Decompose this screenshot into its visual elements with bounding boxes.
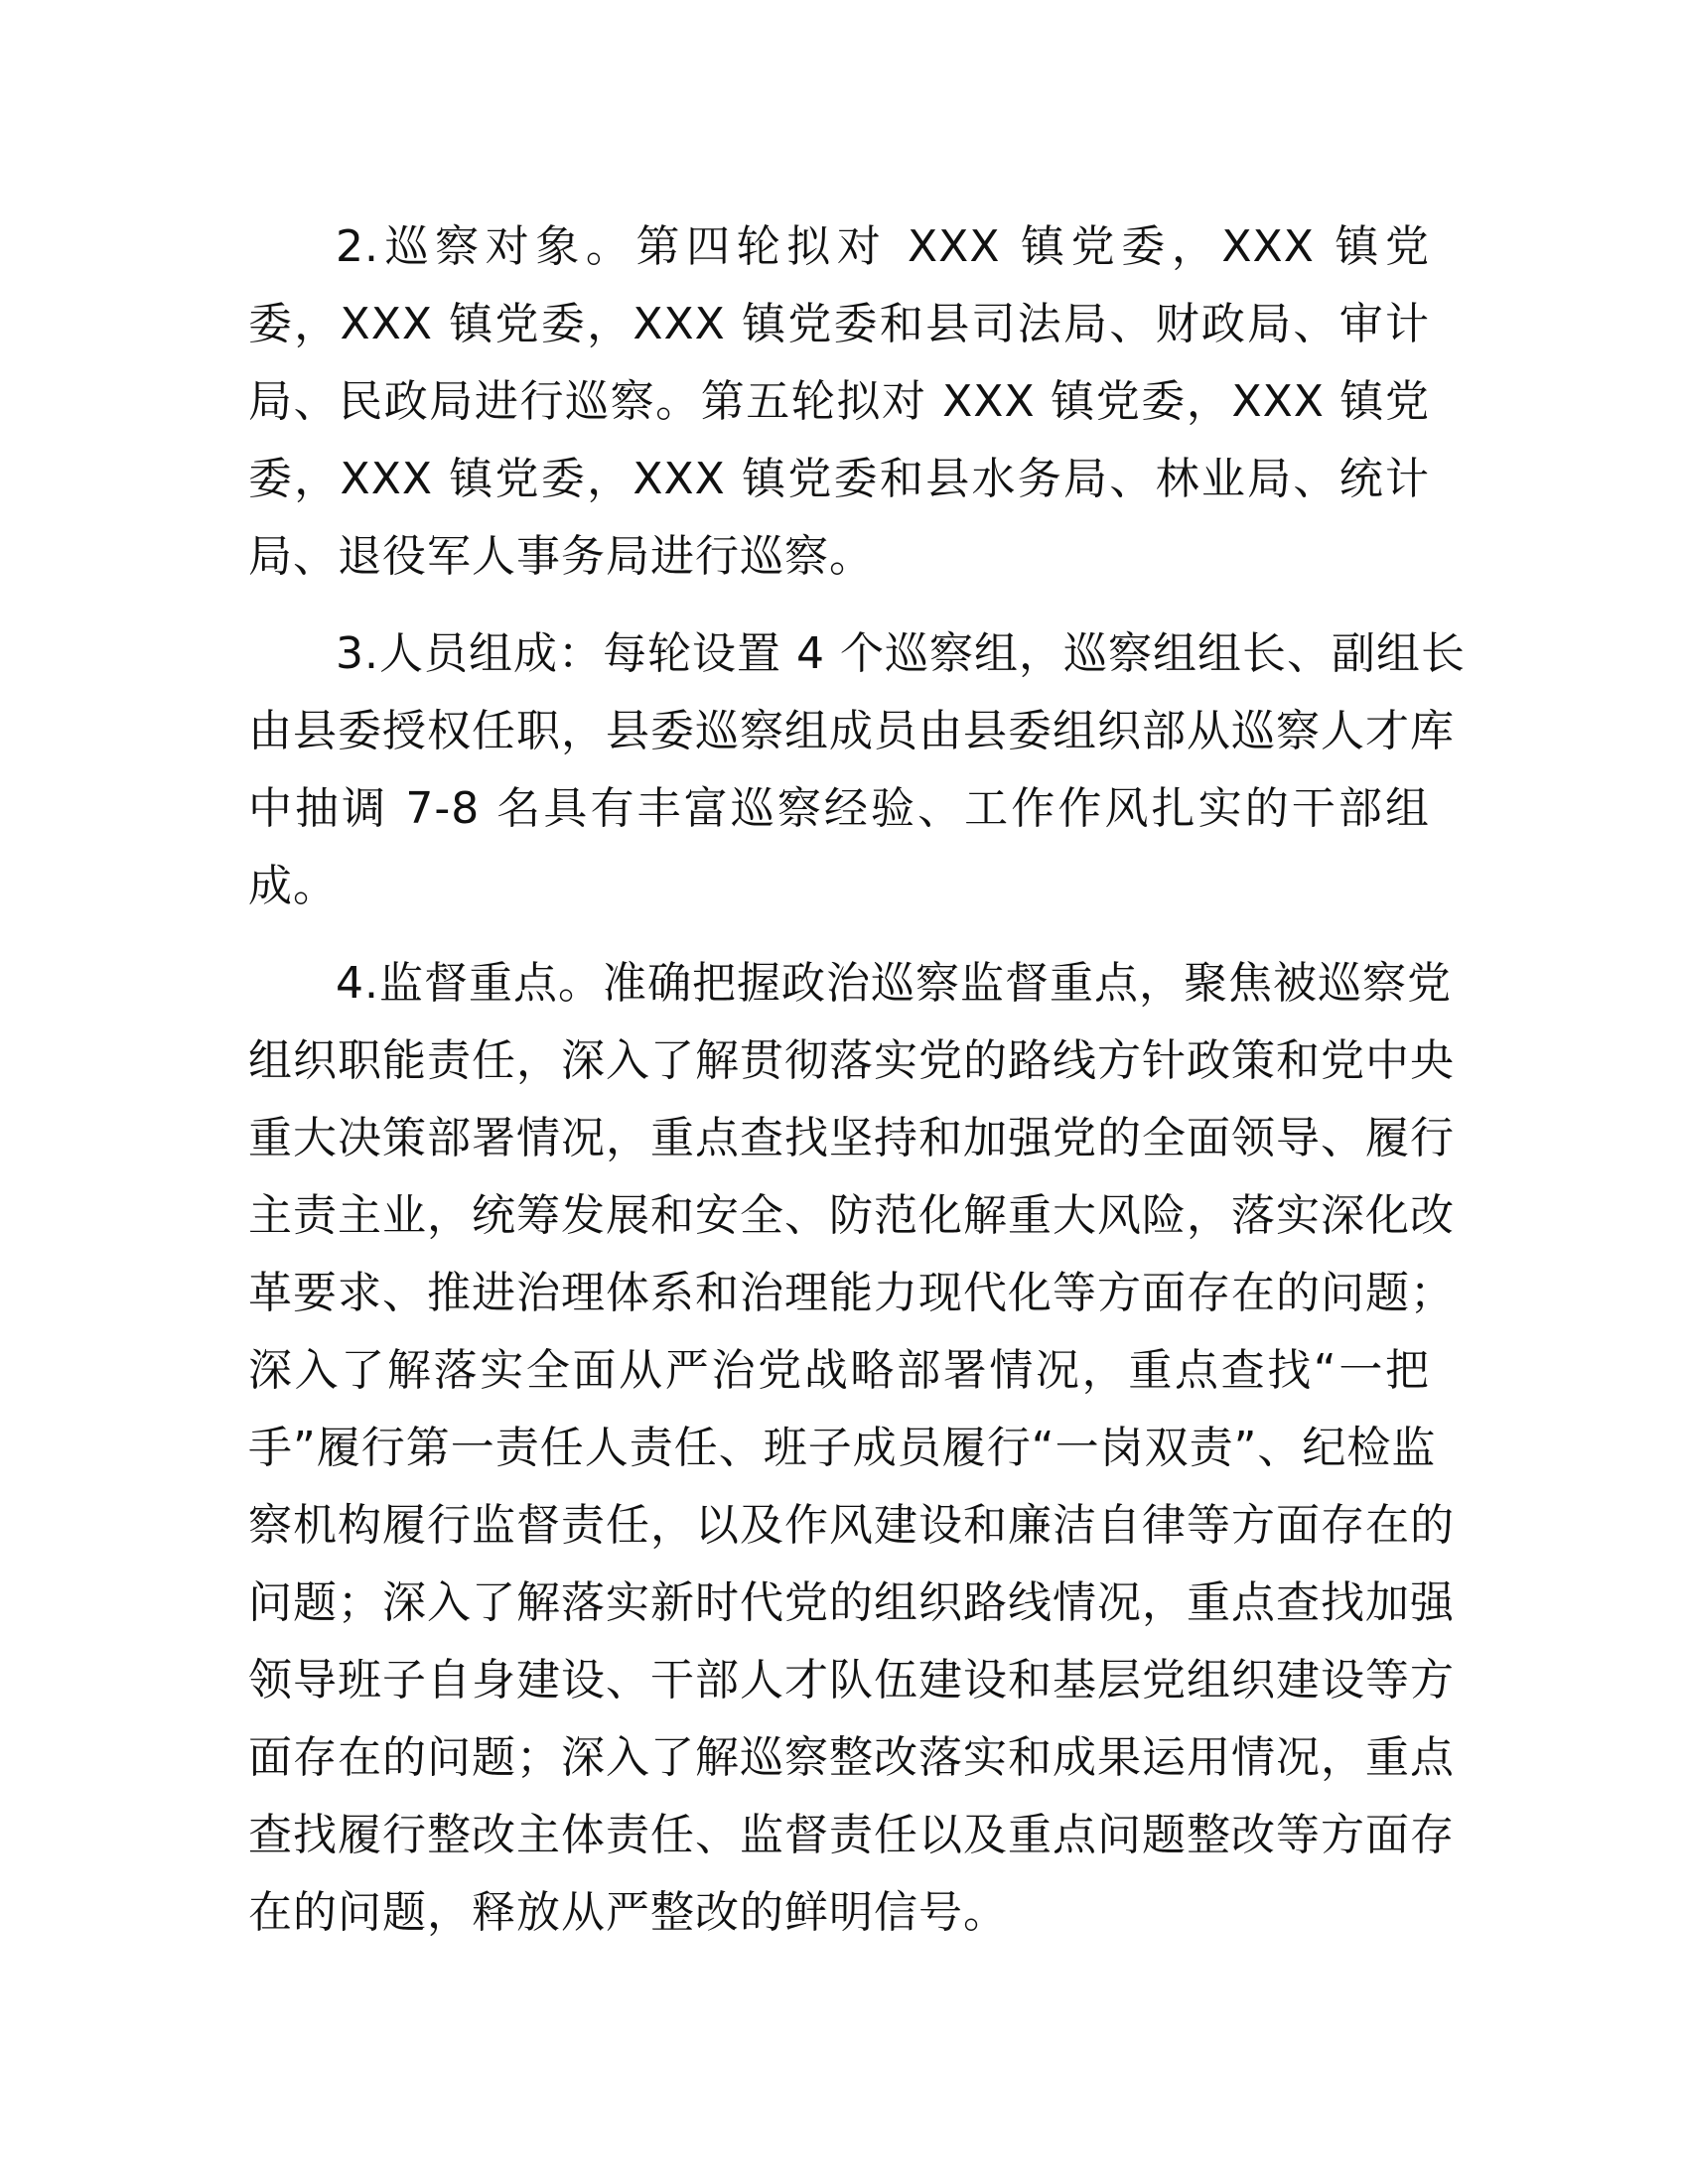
text-line: 中抽调 7-8 名具有丰富巡察经验、工作作风扎实的干部组	[248, 783, 1430, 834]
text-line: 局、民政局进行巡察。第五轮拟对 XXX 镇党委，XXX 镇党	[248, 376, 1430, 427]
text-line: 重大决策部署情况，重点查找坚持和加强党的全面领导、履行	[248, 1113, 1455, 1163]
text-line: 委，XXX 镇党委，XXX 镇党委和县水务局、林业局、统计	[248, 454, 1430, 504]
text-line: 局、退役军人事务局进行巡察。	[248, 531, 874, 582]
text-line: 委，XXX 镇党委，XXX 镇党委和县司法局、财政局、审计	[248, 299, 1430, 349]
text-line: 领导班子自身建设、干部人才队伍建设和基层党组织建设等方	[248, 1655, 1455, 1706]
document-body	[248, 208, 1466, 1972]
text-line: 4.监督重点。准确把握政治巡察监督重点，聚焦被巡察党	[336, 958, 1452, 1009]
text-line: 查找履行整改主体责任、监督责任以及重点问题整改等方面存	[248, 1810, 1455, 1860]
text-line: 面存在的问题；深入了解巡察整改落实和成果运用情况，重点	[248, 1732, 1455, 1783]
text-line: 组织职能责任，深入了解贯彻落实党的路线方针政策和党中央	[248, 1035, 1455, 1086]
paragraph-staffing	[248, 615, 1466, 925]
text-line: 在的问题，释放从严整改的鲜明信号。	[248, 1887, 1008, 1938]
text-line: 革要求、推进治理体系和治理能力现代化等方面存在的问题；	[248, 1268, 1455, 1318]
text-line: 3.人员组成：每轮设置 4 个巡察组，巡察组组长、副组长	[336, 628, 1466, 679]
text-line: 察机构履行监督责任，以及作风建设和廉洁自律等方面存在的	[248, 1500, 1455, 1551]
text-line: 深入了解落实全面从严治党战略部署情况，重点查找“一把	[248, 1345, 1430, 1396]
text-line: 由县委授权任职，县委巡察组成员由县委组织部从巡察人才库	[248, 706, 1455, 756]
text-line: 主责主业，统筹发展和安全、防范化解重大风险，落实深化改	[248, 1190, 1455, 1241]
text-line: 2.巡察对象。第四轮拟对 XXX 镇党委，XXX 镇党	[336, 221, 1430, 272]
paragraph-inspection-targets	[248, 208, 1430, 596]
text-line: 问题；深入了解落实新时代党的组织路线情况，重点查找加强	[248, 1577, 1455, 1628]
paragraph-supervision-focus	[248, 945, 1455, 1952]
text-line: 手”履行第一责任人责任、班子成员履行“一岗双责”、纪检监	[248, 1423, 1437, 1473]
text-line: 成。	[248, 861, 338, 911]
